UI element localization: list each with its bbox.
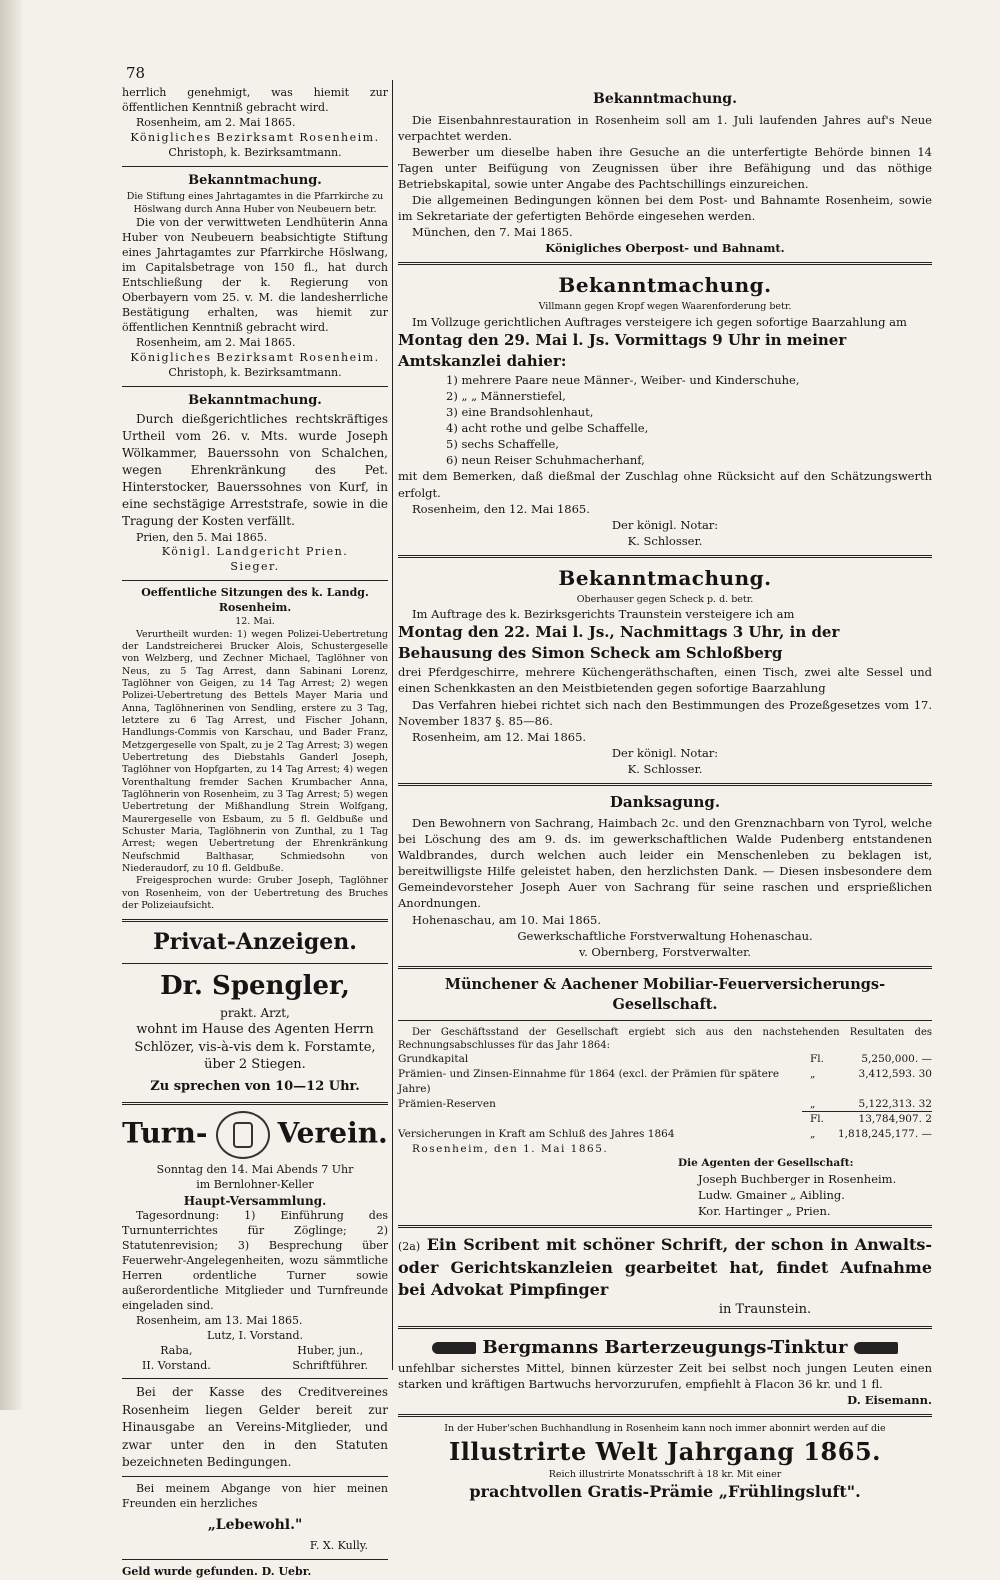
stiftung-subtitle: Die Stiftung eines Jahrtagamtes in die Pfarrkirche zu Höslwang durch Anna Huber von Neubeuern betr.	[126, 191, 384, 215]
danksagung-body: Den Bewohnern von Sachrang, Haimbach 2c. und den Grenznachbarn von Tyrol, welche bei Löschung des am 9. ds. im gewerkschaftlichen Walde Pudenberg entstandenen Waldbrandes, durch welchen auch leider ein Menschenleben zu beklagen ist, bereitwilligste Hilfe geleistet haben, den herzlichsten Dank. — Diesen insbesondere dem Gemeindevorsteher Joseph Auer von Sachrang für seine raschen und ersprießlichen Anordnungen.	[398, 816, 932, 911]
item-4: 4) acht rothe und gelbe Schaffelle,	[446, 421, 649, 436]
item-5: 5) sechs Schaffelle,	[446, 437, 559, 452]
versteigerung1-items	[398, 372, 932, 469]
kasse-notice: Bei der Kasse des Creditvereines Rosenheim liegen Gelder bereit zur Hinausgabe an Vereins-Mitglieder, und zwar unter den in den Statuten bezeichneten Bedingungen.	[122, 1385, 388, 1470]
versteigerung1-when: Montag den 29. Mai l. Js. Vormittags 9 Uhr in meiner Amtskanzlei dahier:	[398, 330, 847, 370]
separator	[398, 555, 932, 558]
tinktur-body: unfehlbar sicherstes Mittel, binnen kürzester Zeit bei selbst noch jungen Leuten einen starken und kräftigen Bartwuchs hervorzurufen, empfiehlt à Flacon 36 kr. und 1 fl.	[398, 1360, 932, 1391]
danksagung-date: Hohenaschau, am 10. Mai 1865.	[412, 912, 601, 927]
lebewohl-word: „Lebewohl."	[207, 1517, 303, 1534]
versicherung-date: Rosenheim, den 1. Mai 1865.	[412, 1142, 609, 1155]
turnverein-title-right: Verein.	[277, 1116, 388, 1150]
spengler-address: wohnt im Hause des Agenten Herrn Schlözer, vis-à-vis dem k. Forstamte, über 2 Stiegen.	[134, 1022, 376, 1073]
turnverein-date: Rosenheim, am 13. Mai 1865.	[136, 1313, 303, 1327]
sitzungen-date: 12. Mai.	[235, 616, 275, 628]
versteigerung2-title: Bekanntmachung.	[558, 565, 772, 590]
row-label: Prämien- und Zinsen-Einnahme für 1864 (excl. der Prämien für spätere Jahre)	[398, 1068, 780, 1095]
tinktur-title: Bergmanns Barterzeugungs-Tinktur	[482, 1336, 848, 1358]
scribent-notice	[398, 1234, 932, 1301]
page-edge-shadow	[0, 0, 22, 1410]
versteigerung1-date: Rosenheim, den 12. Mai 1865.	[412, 501, 590, 516]
stiftung-title: Bekanntmachung.	[188, 172, 322, 188]
right-column	[398, 86, 932, 1504]
turnverein-title	[122, 1111, 388, 1159]
total-amount: 13,784,907. 2	[858, 1113, 932, 1126]
bahnhof-title: Bekanntmachung.	[593, 91, 737, 107]
lebewohl-intro: Bei meinem Abgange von hier meinen Freunden ein herzliches	[122, 1482, 388, 1511]
bahnhof-p3: Die allgemeinen Bedingungen können bei dem Post- und Bahnamte Rosenheim, sowie im Sekretariate der gefertigten Behörde eingesehen werden.	[398, 193, 932, 224]
separator	[122, 963, 388, 964]
total-row	[398, 1112, 932, 1127]
urtheil-date: Prien, den 5. Mai 1865.	[136, 530, 268, 544]
urtheil-authority: Königl. Landgericht Prien.	[161, 545, 349, 559]
bahnhof-authority: Königliches Oberpost- und Bahnamt.	[545, 241, 785, 256]
agent-1: Joseph Buchberger in Rosenheim.	[698, 1171, 897, 1186]
separator	[122, 580, 388, 581]
spengler-role: prakt. Arzt,	[220, 1005, 290, 1020]
row-amount: 3,412,593. 30	[858, 1068, 932, 1081]
welt-intro: In der Huber'schen Buchhandlung in Rosenheim kann noch immer abonnirt werden auf die	[444, 1423, 886, 1435]
versteigerung1-subtitle: Villmann gegen Kropf wegen Waarenforderung betr.	[538, 301, 792, 313]
insured-row	[398, 1127, 932, 1142]
column-divider	[392, 80, 393, 1370]
item-6: 6) neun Reiser Schuhmacherhanf,	[446, 453, 645, 468]
versteigerung2-when: Montag den 22. Mai l. Js., Nachmittags 3 Uhr, in der Behausung des Simon Scheck am Schloßberg	[398, 623, 840, 663]
tinktur-heading	[398, 1335, 932, 1360]
turnverein-signatures	[122, 1344, 388, 1374]
urtheil-title: Bekanntmachung.	[188, 392, 322, 408]
versteigerung1-title: Bekanntmachung.	[558, 273, 772, 298]
versteigerung2-date: Rosenheim, am 12. Mai 1865.	[412, 729, 587, 744]
agents-heading: Die Agenten der Gesellschaft:	[678, 1157, 854, 1170]
separator	[398, 1414, 932, 1417]
geld-notice: Geld wurde gefunden. D. Uebr.	[122, 1565, 312, 1579]
separator	[122, 1476, 388, 1477]
turnverein-sig2-name: Raba,	[160, 1343, 193, 1357]
row-currency: Fl.	[810, 1053, 824, 1066]
sitzungen-freigesprochen: Freigesprochen wurde: Gruber Joseph, Taglöhner von Rosenheim, von der Uebertretung des Bruches der Polizeiaufsicht.	[122, 875, 388, 912]
table-row	[398, 1052, 932, 1067]
versteigerung2-subtitle: Oberhauser gegen Scheck p. d. betr.	[576, 593, 754, 605]
table-row	[398, 1067, 932, 1096]
insured-currency: „	[810, 1127, 816, 1140]
insured-label: Versicherungen in Kraft am Schluß des Jahres 1864	[398, 1127, 675, 1140]
row-amount: 5,250,000. —	[861, 1053, 932, 1066]
turnverein-title-left: Turn-	[122, 1116, 208, 1150]
turnverein-event: Haupt-Versammlung.	[183, 1193, 327, 1208]
danksagung-signature: v. Obernberg, Forstverwalter.	[578, 944, 752, 959]
versteigerung2-body: drei Pferdgeschirre, mehrere Küchengeräthschaften, einen Tisch, zwei alte Sessel und einen Schenkkasten an den Meistbietenden gegen sofortige Baarzahlung	[398, 665, 932, 696]
separator	[398, 1326, 932, 1329]
pointing-hand-left-icon	[432, 1342, 476, 1354]
insured-amount: 1,818,245,177. —	[838, 1127, 932, 1140]
item-3: 3) eine Brandsohlenhaut,	[446, 405, 594, 420]
intro-signature: Christoph, k. Bezirksamtmann.	[168, 145, 342, 159]
total-currency: Fl.	[810, 1113, 824, 1126]
urtheil-signature: Sieger.	[230, 560, 280, 574]
versteigerung1-note: mit dem Bemerken, daß dießmal der Zuschlag ohne Rücksicht auf den Schätzungswerth erfolgt.	[398, 469, 932, 500]
versteigerung2-body2: Das Verfahren hiebei richtet sich nach den Bestimmungen des Prozeßgesetzes vom 17. November 1837 §. 85—86.	[398, 697, 932, 728]
danksagung-title: Danksagung.	[609, 793, 721, 811]
item-2: 2) „ „ Männerstiefel,	[446, 388, 566, 403]
intro-authority: Königliches Bezirksamt Rosenheim.	[130, 130, 380, 144]
versteigerung2-intro: Im Auftrage des k. Bezirksgerichts Traunstein versteigere ich am	[412, 607, 795, 622]
row-currency: „	[810, 1097, 816, 1110]
versteigerung2-role: Der königl. Notar:	[611, 745, 719, 760]
urtheil-body: Durch dießgerichtliches rechtskräftiges Urtheil vom 26. v. Mts. wurde Joseph Wölkammer, Bauerssohn von Schalchen, wegen Ehrenkränkung des Pet. Hinterstocker, Bauerssohnes von Kurf, in eine sechstägige Arreststrafe, sowie in die Tragung der Kosten verfällt.	[122, 412, 388, 529]
turnverein-sig3-name: Huber, jun.,	[297, 1343, 364, 1357]
versteigerung1-role: Der königl. Notar:	[611, 517, 719, 532]
scribent-number: (2a)	[398, 1240, 421, 1254]
stiftung-authority: Königliches Bezirksamt Rosenheim.	[130, 350, 380, 364]
stiftung-date: Rosenheim, am 2. Mai 1865.	[136, 335, 296, 349]
separator	[122, 166, 388, 167]
separator	[398, 783, 932, 786]
bahnhof-date: München, den 7. Mai 1865.	[412, 225, 573, 240]
turnverein-where: im Bernlohner-Keller	[196, 1177, 314, 1191]
separator	[398, 1020, 932, 1021]
turnverein-emblem-icon	[216, 1111, 270, 1159]
separator	[398, 1225, 932, 1228]
pointing-hand-right-icon	[854, 1342, 898, 1354]
agent-3: Kor. Hartinger „ Prien.	[698, 1204, 831, 1219]
versteigerung1-intro: Im Vollzuge gerichtlichen Auftrages versteigere ich gegen sofortige Baarzahlung am	[412, 314, 907, 329]
sitzungen-body: Verurtheilt wurden: 1) wegen Polizei-Uebertretung der Landstreicherei Brucker Alois, Schustergeselle von Welzberg, und Zechner Michael, Taglöhner von Neus, zu 5 Tag Arrest, dann Sabinani Lorenz, Taglöhner von Geigen, zu 14 Tag Arrest; 2) wegen Polizei-Uebertretung des Bettels Mayer Maria und Anna, Taglöhnerinen von Sendling, erstere zu 3 Tag, letztere zu 6 Tag Arrest, und Fischer Johann, Handlungs-Commis von Karschau, und Bader Franz, Metzgergeselle von Spalt, zu je 2 Tag Arrest; 3) wegen Uebertretung des Diebstahls Ganderl Joseph, Taglöhner von Hopfgarten, zu 14 Tag Arrest; 4) wegen Vorenthaltung fremder Sachen Krumbacher Anna, Taglöhnerin von Rosenheim, zu 3 Tag Arrest; 5) wegen Uebertretung der Mißhandlung Strein Wolfgang, Maurergeselle von Esbaum, zu 5 fl. Geldbuße und Schuster Maria, Taglöhnerin von Zunthal, zu 1 Tag Arrest; wegen Uebertretung der Ehrenkränkung Neufschmid Balthasar, Schmiedsohn von Niederaudorf, zu 10 fl. Geldbuße.	[122, 628, 388, 875]
row-label: Prämien-Reserven	[398, 1097, 496, 1110]
bahnhof-p2: Bewerber um dieselbe haben ihre Gesuche an die unterfertigte Behörde binnen 14 Tagen unter Beifügung von Zeugnissen über ihre Befähigung und das nöthige Betriebskapital, sowie unter Angabe des Pachtschillings einzureichen.	[398, 144, 932, 191]
row-currency: „	[810, 1068, 816, 1081]
lebewohl-signature: F. X. Kully.	[309, 1539, 368, 1553]
separator	[398, 966, 932, 969]
agent-2: Ludw. Gmainer „ Aibling.	[698, 1188, 845, 1203]
spengler-hours: Zu sprechen von 10—12 Uhr.	[150, 1079, 360, 1095]
row-label: Grundkapital	[398, 1053, 469, 1066]
turnverein-sig1: Lutz, I. Vorstand.	[207, 1328, 303, 1342]
privat-heading: Privat-Anzeigen.	[153, 928, 357, 955]
sitzungen-title: Oeffentliche Sitzungen des k. Landg. Rosenheim.	[141, 586, 369, 615]
stiftung-body: Die von der verwittweten Lendhüterin Anna Huber von Neubeuern beabsichtigte Stiftung eines Jahrtagamtes zur Pfarrkirche Höslwang, im Capitalsbetrage von 150 fl., hat durch Entschließung der k. Regierung von Oberbayern vom 25. v. M. die landesherrliche Bestätigung erhalten, was hiemit zur öffentlichen Kenntniß gebracht wird.	[122, 216, 388, 334]
turnverein-sig2-role: II. Vorstand.	[142, 1358, 211, 1372]
separator	[122, 919, 388, 922]
table-row	[398, 1097, 932, 1112]
versicherung-intro: Der Geschäftsstand der Gesellschaft ergiebt sich aus den nachstehenden Resultaten des Rechnungsabschlusses für das Jahr 1864:	[398, 1027, 932, 1052]
intro-line: herrlich genehmigt, was hiemit zur öffentlichen Kenntniß gebracht wird.	[122, 86, 388, 114]
danksagung-authority: Gewerkschaftliche Forstverwaltung Hohenaschau.	[517, 928, 813, 943]
separator	[122, 1559, 388, 1560]
turnverein-when: Sonntag den 14. Mai Abends 7 Uhr	[156, 1162, 354, 1176]
item-1: 1) mehrere Paare neue Männer-, Weiber- und Kinderschuhe,	[446, 372, 800, 387]
left-column	[122, 86, 388, 1580]
scribent-place: in Traunstein.	[718, 1302, 812, 1318]
scribent-body: Ein Scribent mit schöner Schrift, der schon in Anwalts- oder Gerichtskanzleien gearbeitet hat, findet Aufnahme bei Advokat Pimpfinger	[398, 1235, 932, 1299]
welt-praemie: prachtvollen Gratis-Prämie „Frühlingsluft".	[469, 1482, 861, 1502]
versteigerung1-signature: K. Schlosser.	[627, 533, 703, 548]
separator	[122, 1378, 388, 1379]
stiftung-signature: Christoph, k. Bezirksamtmann.	[168, 365, 342, 379]
turnverein-sig3-role: Schriftführer.	[292, 1358, 368, 1372]
spengler-name: Dr. Spengler,	[160, 971, 350, 1002]
separator	[122, 386, 388, 387]
welt-sub: Reich illustrirte Monatsschrift à 18 kr. Mit einer	[548, 1468, 782, 1480]
welt-title: Illustrirte Welt Jahrgang 1865.	[448, 1437, 882, 1467]
bahnhof-p1: Die Eisenbahnrestauration in Rosenheim soll am 1. Juli laufenden Jahres auf's Neue verpachtet werden.	[398, 112, 932, 143]
row-amount: 5,122,313. 32	[858, 1097, 932, 1110]
intro-date: Rosenheim, am 2. Mai 1865.	[136, 115, 296, 129]
separator	[122, 1102, 388, 1105]
separator	[398, 262, 932, 265]
page-number: 78	[126, 64, 146, 82]
tinktur-signature: D. Eisemann.	[847, 1392, 932, 1407]
versteigerung2-signature: K. Schlosser.	[627, 761, 703, 776]
versicherung-title: Münchener & Aachener Mobiliar-Feuerversicherungs-Gesellschaft.	[444, 975, 886, 1014]
turnverein-body: Tagesordnung: 1) Einführung des Turnunterrichtes für Zöglinge; 2) Statutenrevision; 3) Besprechung über Feuerwehr-Angelegenheiten, wozu sämmtliche Herren ordentliche Turner sowie außerordentliche Mitglieder und Turnfreunde eingeladen sind.	[122, 1209, 388, 1312]
